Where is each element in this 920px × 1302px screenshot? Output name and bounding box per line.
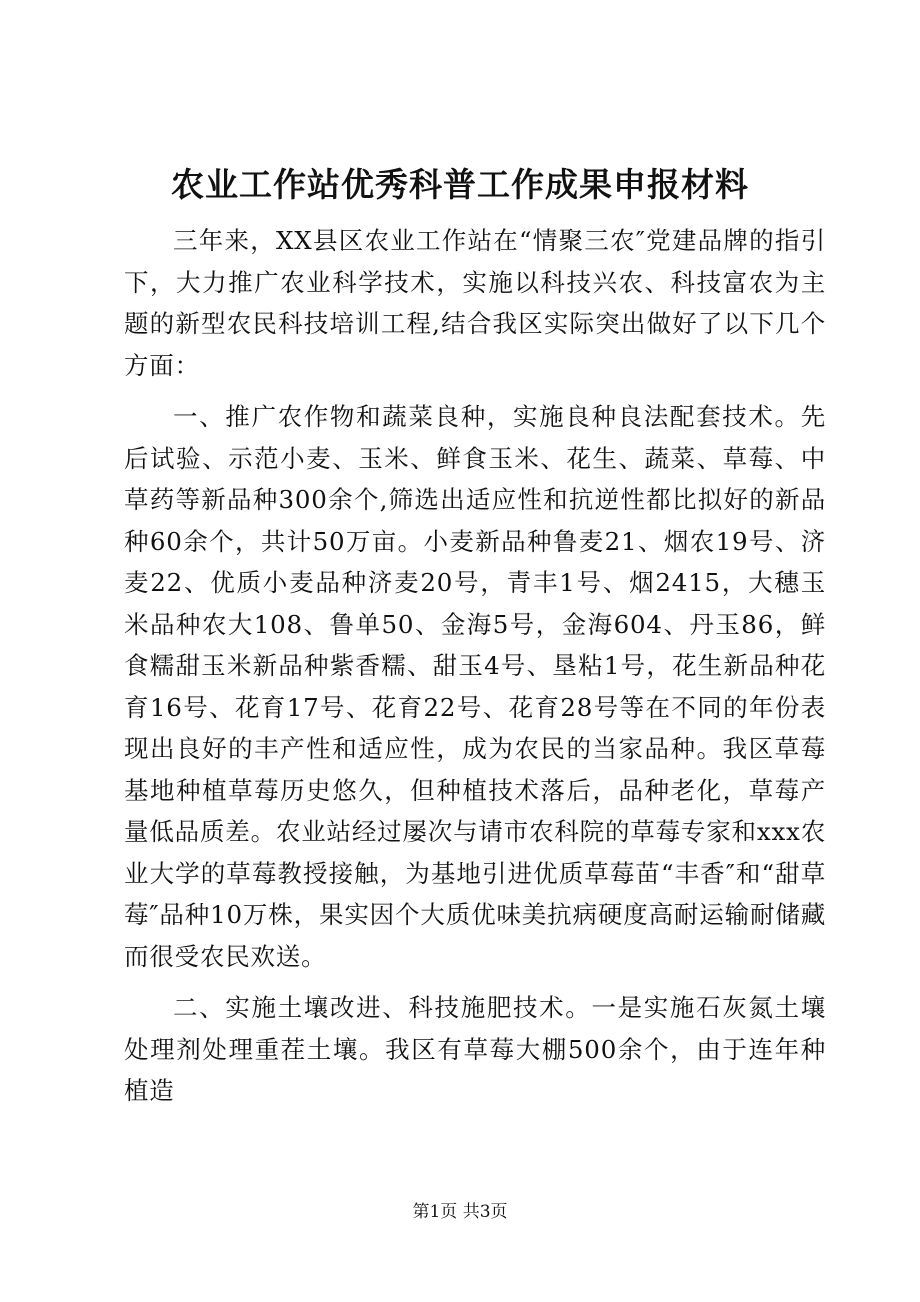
paragraph-intro: 三年来，XX县区农业工作站在“情聚三农″党建品牌的指引下，大力推广农业科学技术，实施以科技兴农、科技富农为主题的新型农民科技培训工程,结合我区实际突出做好了以下几个方面：	[124, 226, 826, 380]
paragraph-section-1: 一、推广农作物和蔬菜良种，实施良种良法配套技术。先后试验、示范小麦、玉米、鲜食玉米、花生、蔬菜、草莓、中草药等新品种300余个,筛选出适应性和抗逆性都比拟好的新品种60余个，共计50万亩。小麦新品种鲁麦21、烟农19号、济麦22、优质小麦品种济麦20号，青丰1号、烟2415，大穗玉米品种农大108、鲁单50、金海5号，金海604、丹玉86，鲜食糯甜玉米新品种紫香糯、甜玉4号、垦粘1号，花生新品种花育16号、花育17号、花育22号、花育28号等在不同的年份表现出良好的丰产性和适应性，成为农民的当家品种。我区草莓基地种植草莓历史悠久，但种植技术落后，品种老化，草莓产量低品质差。农业站经过屡次与请市农科院的草莓专家和xxx农业大学的草莓教授接触，为基地引进优质草莓苗“丰香″和“甜草莓″品种10万株，果实因个大质优味美抗病硬度高耐运输耐储藏而很受农民欢送。	[124, 402, 826, 971]
document-title: 农业工作站优秀科普工作成果申报材料	[171, 165, 749, 204]
page-footer: 第1页 共3页	[412, 1202, 508, 1222]
document-body	[124, 220, 826, 1122]
paragraph-section-2: 二、实施土壤改进、科技施肥技术。一是实施石灰氮土壤处理剂处理重茬土壤。我区有草莓大棚500余个，由于连年种植造	[124, 993, 826, 1105]
